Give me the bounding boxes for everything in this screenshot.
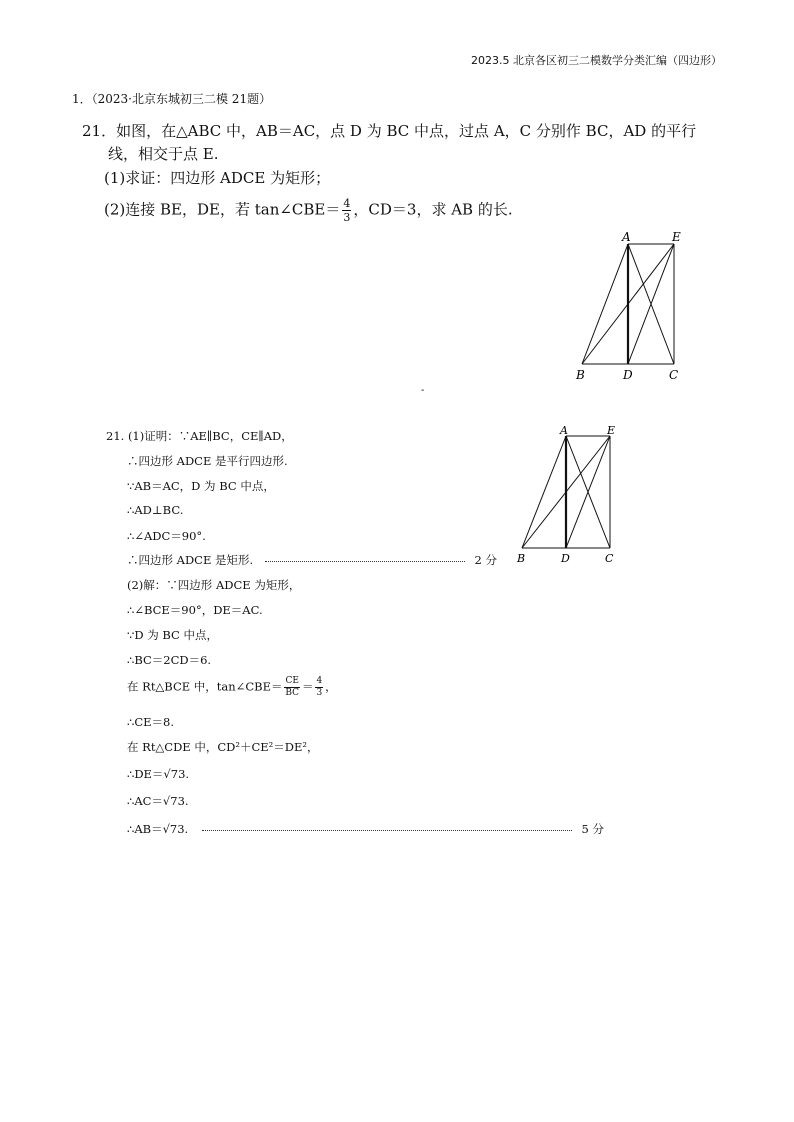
- solution-line-10: ∴BC＝2CD＝6.: [127, 653, 212, 667]
- solution-line-11: [127, 677, 337, 698]
- question-part-2: [104, 198, 513, 223]
- ratio-ce-bc: [284, 677, 299, 698]
- label-d-2: D: [561, 552, 570, 565]
- label-c-2: C: [605, 552, 614, 565]
- solution-line-16: [127, 821, 604, 837]
- fraction-numerator: 4: [343, 197, 351, 210]
- page-header: 2023.5 北京各区初三二模数学分类汇编（四边形）: [471, 54, 722, 67]
- question-fraction: [342, 198, 351, 223]
- solution-line-15: ∴AC＝√73.: [127, 794, 189, 808]
- question-source: 1．（2023·北京东城初三二模 21题）: [72, 92, 272, 106]
- solution-line-5: ∴∠ADC＝90°.: [127, 529, 206, 543]
- solution-line-1: 21. (1)证明：∵AE∥BC，CE∥AD，: [106, 429, 293, 443]
- score-2: 2 分: [474, 553, 497, 567]
- solution-line-11-text-b: ，: [325, 679, 337, 694]
- solution-line-6: [127, 552, 497, 568]
- score-5: 5 分: [581, 822, 604, 836]
- ratio-denominator: BC: [285, 688, 300, 698]
- fraction-denominator: 3: [343, 211, 351, 224]
- question-figure: [570, 228, 690, 388]
- label-a-2: A: [560, 424, 568, 437]
- ratio2-denominator: 3: [316, 688, 323, 698]
- solution-line-11-text-a: 在 Rt△BCE 中，tan∠CBE＝: [127, 679, 283, 694]
- segment-ab-2: [522, 436, 566, 548]
- ratio-numerator: CE: [285, 676, 299, 686]
- label-e: E: [672, 230, 681, 244]
- solution-line-9: ∵D 为 BC 中点，: [127, 628, 218, 642]
- solution-line-12: ∴CE＝8.: [127, 715, 174, 729]
- question-part-2-text-b: ，CD＝3，求 AB 的长.: [353, 200, 513, 219]
- solution-line-2: ∴四边形 ADCE 是平行四边形.: [127, 454, 288, 468]
- label-a: A: [622, 230, 631, 244]
- solution-line-4: ∴AD⊥BC.: [127, 503, 184, 517]
- solution-line-6-text: ∴四边形 ADCE 是矩形.: [127, 553, 254, 567]
- score-leader-2: [202, 830, 572, 831]
- solution-line-3: ∵AB＝AC，D 为 BC 中点，: [127, 479, 275, 493]
- ratio-four-thirds: [315, 677, 323, 698]
- label-c: C: [669, 368, 679, 382]
- ratio2-numerator: 4: [316, 676, 323, 686]
- solution-line-8: ∴∠BCE＝90°，DE＝AC.: [127, 603, 263, 617]
- label-b: B: [576, 368, 585, 382]
- question-line-2: 线，相交于点 E.: [108, 145, 219, 163]
- label-d: D: [623, 368, 633, 382]
- solution-line-14: ∴DE＝√73.: [127, 767, 190, 781]
- solution-line-13: 在 Rt△CDE 中，CD²＋CE²＝DE²，: [127, 740, 319, 754]
- label-e-2: E: [607, 424, 616, 437]
- question-part-1: (1)求证：四边形 ADCE 为矩形；: [104, 169, 331, 187]
- score-leader-1: [265, 561, 465, 562]
- segment-ab: [582, 244, 628, 364]
- question-part-2-text-a: (2)连接 BE，DE，若 tan∠CBE＝: [104, 200, 341, 219]
- stray-mark: -: [421, 385, 425, 396]
- solution-line-16-text: ∴AB＝√73.: [127, 822, 189, 836]
- solution-figure: [512, 424, 622, 572]
- question-line-1: 21．如图，在△ABC 中，AB＝AC，点 D 为 BC 中点，过点 A，C 分别作 BC，AD 的平行: [82, 122, 697, 140]
- solution-line-7: (2)解：∵四边形 ADCE 为矩形，: [127, 578, 301, 592]
- label-b-2: B: [517, 552, 526, 565]
- solution-equals: ＝: [301, 679, 314, 694]
